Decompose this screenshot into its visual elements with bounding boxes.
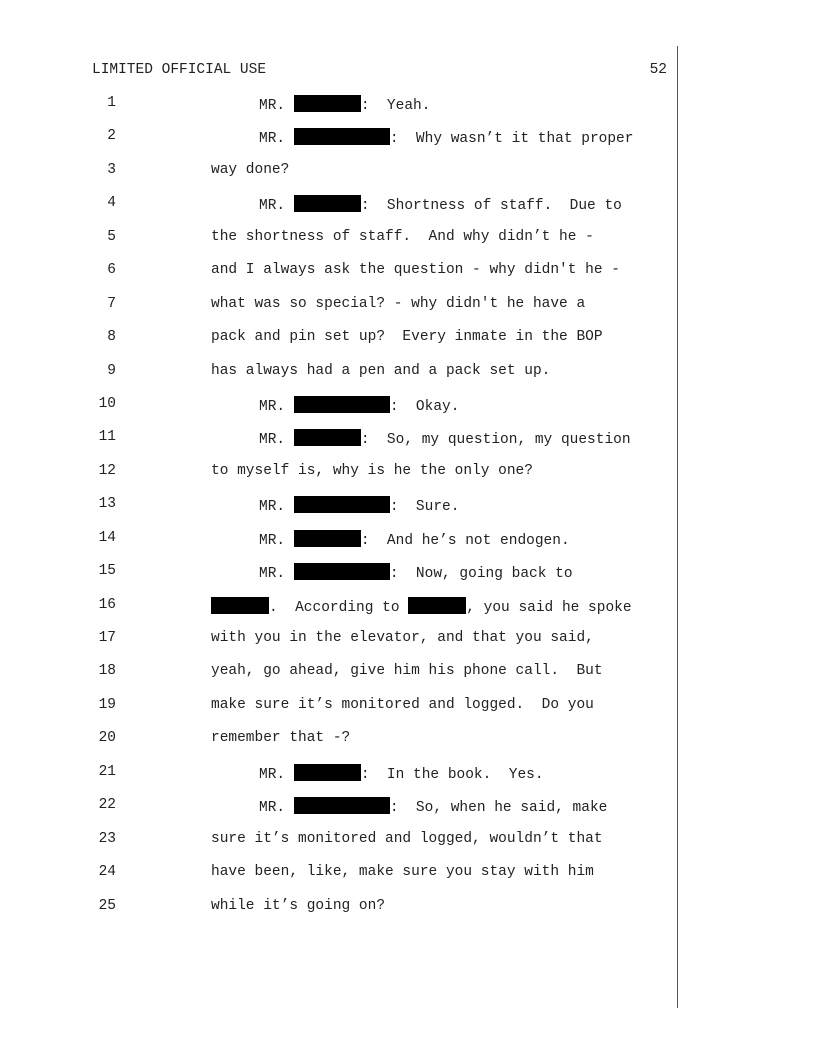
transcript-line [0,229,680,262]
line-text [259,797,607,817]
line-number: 6 [107,262,116,279]
line-text [259,396,459,416]
text-run: : Shortness of staff. Due to [360,198,622,215]
redaction-box [294,797,390,814]
line-number: 17 [98,630,116,646]
line-text [211,463,533,480]
line-text [211,363,550,380]
transcript-lines [0,95,680,931]
transcript-line [0,597,680,630]
line-text [211,663,603,680]
text-run: to myself is, why is he the only one? [211,462,533,479]
line-number: 1 [107,95,116,111]
line-number: 10 [98,395,116,412]
text-run: has always had a pen and a pack set up. [211,362,551,379]
text-run: MR. [259,398,294,415]
text-run: : Okay. [389,398,460,415]
text-run: MR. [259,98,294,114]
line-text [211,831,603,848]
line-text [259,128,633,148]
text-run: : Yeah. [360,98,431,114]
redaction-box [211,597,269,614]
line-number: 21 [98,763,116,780]
transcript-line [0,898,680,931]
line-number: 9 [107,362,116,379]
text-run: and I always ask the question - why didn't he - [211,262,620,279]
line-number: 12 [98,462,116,479]
text-run: MR. [259,499,294,516]
transcript-line [0,95,680,128]
line-text [211,864,594,881]
line-text [259,530,570,550]
transcript-line [0,697,680,730]
line-text [211,697,594,714]
text-run: have been, like, make sure you stay with him [211,864,594,881]
transcript-line [0,463,680,496]
line-number: 5 [107,228,116,245]
line-number: 14 [98,529,116,546]
line-number: 2 [107,128,116,145]
line-number: 20 [98,730,116,747]
transcript-line [0,262,680,295]
transcript-line [0,363,680,396]
text-run: MR. [259,432,294,449]
redaction-box [294,429,361,446]
text-run: sure it’s monitored and logged, wouldn’t that [211,830,603,847]
text-run: while it’s going on? [211,897,386,914]
line-text [259,764,544,784]
transcript-line [0,797,680,830]
line-number: 4 [107,195,116,212]
line-text [211,630,594,647]
text-run: : So, my question, my question [360,432,631,449]
transcript-line [0,831,680,864]
transcript-line [0,329,680,362]
text-run: , you said he spoke [466,599,632,616]
transcript-line [0,730,680,763]
redaction-box [294,195,361,212]
line-number: 15 [98,563,116,580]
line-number: 18 [98,663,116,680]
transcript-line [0,864,680,897]
redaction-box [408,597,466,614]
line-text [211,597,632,617]
text-run: the shortness of staff. And why didn’t he - [211,228,594,245]
line-number: 19 [98,696,116,713]
transcript-line [0,128,680,161]
text-run: MR. [259,198,294,215]
line-number: 7 [107,295,116,312]
line-number: 22 [98,797,116,814]
line-text [259,429,631,449]
line-text [211,296,585,313]
transcript-line [0,162,680,195]
text-run: yeah, go ahead, give him his phone call. But [211,663,603,680]
line-number: 24 [98,864,116,881]
transcript-line [0,530,680,563]
text-run: MR. [259,532,294,549]
transcript-line [0,429,680,462]
transcript-line [0,663,680,696]
classification-header: LIMITED OFFICIAL USE [92,62,267,78]
redaction-box [294,95,361,112]
text-run: : Sure. [389,499,460,516]
line-number: 3 [107,161,116,178]
text-run: MR. [259,566,294,583]
text-run: with you in the elevator, and that you said, [211,630,594,646]
line-number: 23 [98,830,116,847]
redaction-box [294,396,390,413]
transcript-line [0,195,680,228]
transcript-line [0,396,680,429]
text-run: MR. [259,800,294,817]
line-number: 16 [98,596,116,613]
line-text [259,496,459,516]
transcript-line [0,764,680,797]
line-number: 13 [98,496,116,513]
line-text [259,95,430,115]
line-text [211,898,385,915]
line-text [211,329,603,346]
line-text [211,229,594,246]
text-run: : Now, going back to [389,566,573,583]
transcript-line [0,563,680,596]
redaction-box [294,764,361,781]
text-run: make sure it’s monitored and logged. Do you [211,696,594,713]
redaction-box [294,128,390,145]
line-text [259,563,573,583]
line-number: 11 [98,429,116,446]
transcript-line [0,296,680,329]
line-text [211,262,620,279]
text-run: way done? [211,161,290,178]
line-text [211,162,289,179]
text-run: : In the book. Yes. [360,766,544,783]
redaction-box [294,563,390,580]
text-run: : And he’s not endogen. [360,532,570,549]
text-run: MR. [259,131,294,148]
line-text [259,195,622,215]
line-number: 8 [107,329,116,346]
text-run: remember that -? [211,730,351,747]
text-run: what was so special? - why didn't he have a [211,295,586,312]
text-run: pack and pin set up? Every inmate in the BOP [211,329,603,346]
text-run: MR. [259,766,294,783]
redaction-box [294,496,390,513]
page-number: 52 [649,62,667,78]
line-number: 25 [98,897,116,914]
transcript-line [0,496,680,529]
line-text [211,730,350,747]
transcript-line [0,630,680,663]
text-run: . According to [269,599,409,616]
text-run: : So, when he said, make [389,800,608,817]
text-run: : Why wasn’t it that proper [389,131,634,148]
redaction-box [294,530,361,547]
